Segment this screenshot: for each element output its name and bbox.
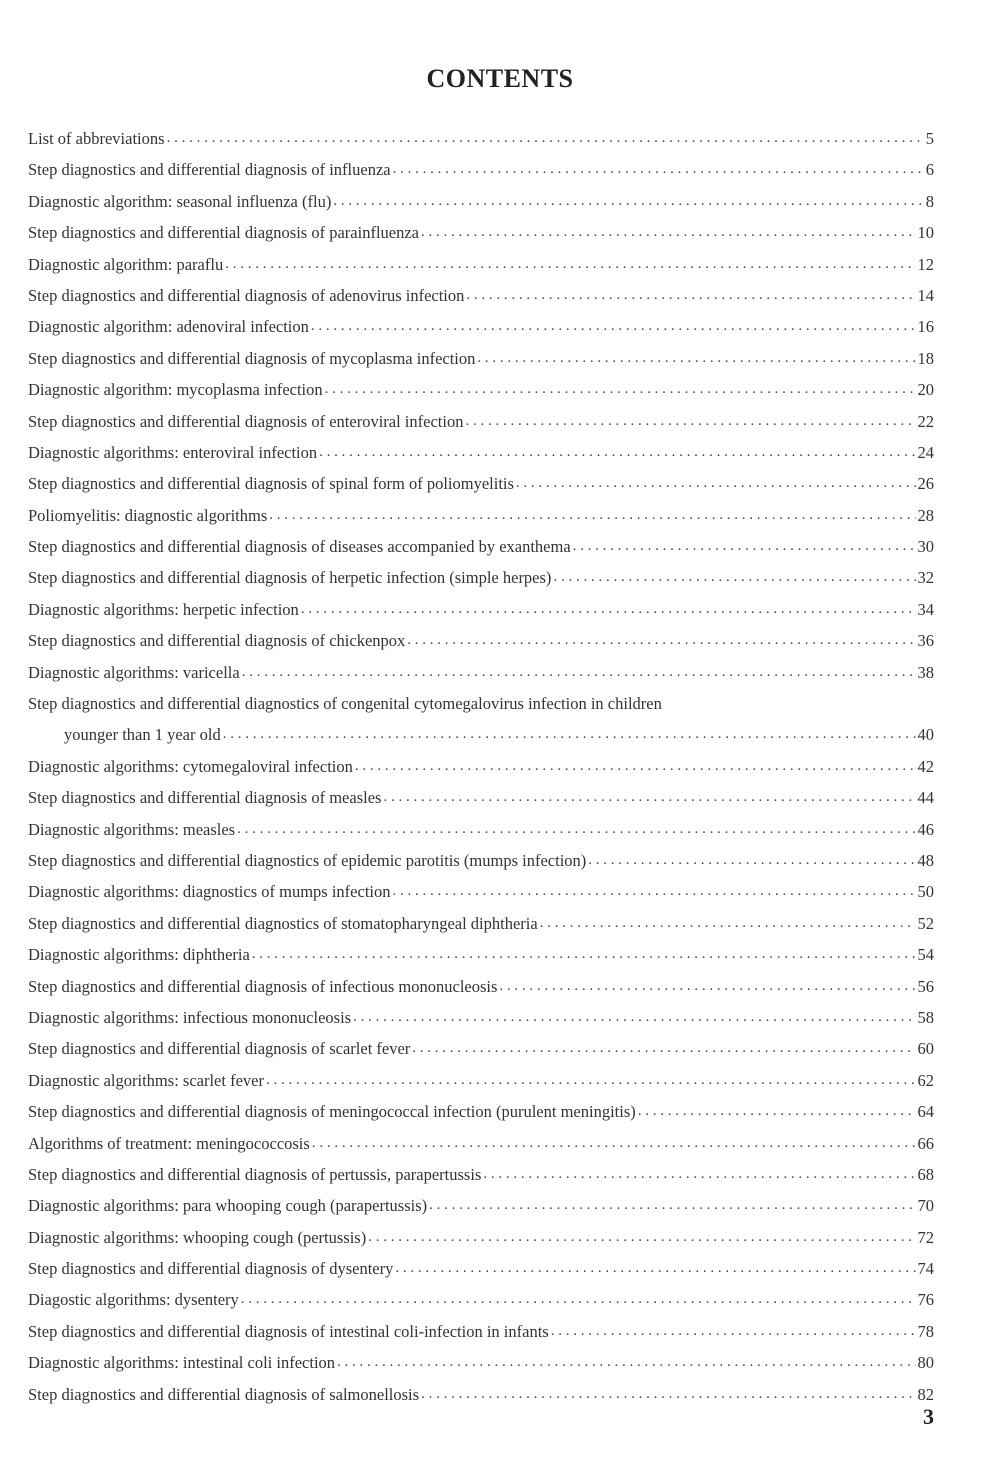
toc-entry-page: 72 <box>917 1227 934 1247</box>
toc-entry[interactable] <box>28 374 934 405</box>
toc-entry-page: 42 <box>917 756 934 776</box>
toc-entry[interactable] <box>28 657 934 688</box>
dot-leader <box>516 468 916 499</box>
dot-leader <box>252 939 916 970</box>
toc-entry[interactable] <box>28 343 934 374</box>
toc-entry-label: Diagnostic algorithms: herpetic infection <box>28 599 299 619</box>
toc-entry[interactable] <box>28 500 934 531</box>
toc-entry-label: Step diagnostics and differential diagnosis of diseases accompanied by exanthema <box>28 537 571 557</box>
toc-entry-page: 24 <box>917 442 934 462</box>
toc-entry-page: 38 <box>917 662 934 682</box>
toc-entry[interactable] <box>28 154 934 185</box>
toc-entry-page: 32 <box>917 568 934 588</box>
toc-entry[interactable] <box>28 406 934 437</box>
toc-entry-page: 22 <box>917 411 934 431</box>
dot-leader <box>638 1096 916 1127</box>
toc-entry-label: Step diagnostics and differential diagnostics of epidemic parotitis (mumps infection) <box>28 850 587 870</box>
dot-leader <box>588 845 915 876</box>
dot-leader <box>355 751 916 782</box>
dot-leader <box>225 249 915 280</box>
dot-leader <box>368 1222 915 1253</box>
toc-entry[interactable] <box>28 1159 934 1190</box>
toc-entry[interactable] <box>28 845 934 876</box>
dot-leader <box>353 1002 915 1033</box>
dot-leader <box>223 719 916 750</box>
toc-entry[interactable] <box>28 1284 934 1315</box>
toc-entry-page: 40 <box>917 725 934 745</box>
dot-leader <box>466 280 915 311</box>
toc-entry[interactable] <box>28 1065 934 1096</box>
toc-entry-label: Step diagnostics and differential diagnosis of influenza <box>28 160 391 180</box>
toc-entry-page: 68 <box>917 1164 934 1184</box>
dot-leader <box>553 562 915 593</box>
toc-entry-page: 76 <box>917 1290 934 1310</box>
toc-entry[interactable] <box>28 688 934 751</box>
toc-entry[interactable] <box>28 876 934 907</box>
dot-leader <box>421 217 916 248</box>
dot-leader <box>241 1284 916 1315</box>
toc-entry-label: List of abbreviations <box>28 128 165 148</box>
dot-leader <box>540 908 916 939</box>
table-of-contents <box>28 123 934 1410</box>
toc-entry[interactable] <box>28 437 934 468</box>
toc-entry[interactable] <box>28 939 934 970</box>
toc-entry-label: Step diagnostics and differential diagnostics of stomatopharyngeal diphtheria <box>28 913 538 933</box>
toc-entry-label: Algorithms of treatment: meningococcosis <box>28 1133 310 1153</box>
toc-entry-page: 28 <box>917 505 934 525</box>
dot-leader <box>393 876 916 907</box>
toc-entry-page: 70 <box>917 1196 934 1216</box>
toc-entry[interactable] <box>28 1128 934 1159</box>
dot-leader <box>412 1033 915 1064</box>
toc-entry-page: 60 <box>917 1039 934 1059</box>
dot-leader <box>395 1253 915 1284</box>
toc-entry[interactable] <box>28 280 934 311</box>
toc-entry-label: Diagostic algorithms: dysentery <box>28 1290 239 1310</box>
toc-entry-label: Step diagnostics and differential diagnosis of herpetic infection (simple herpes) <box>28 568 552 588</box>
toc-entry[interactable] <box>28 1379 934 1410</box>
toc-entry-page: 18 <box>917 348 934 368</box>
toc-entry[interactable] <box>28 1222 934 1253</box>
toc-entry[interactable] <box>28 782 934 813</box>
toc-entry[interactable] <box>28 1002 934 1033</box>
dot-leader <box>499 971 915 1002</box>
toc-entry-page: 26 <box>917 474 934 494</box>
toc-entry-label: Step diagnostics and differential diagnosis of pertussis, parapertussis <box>28 1164 482 1184</box>
toc-entry-page: 16 <box>917 317 934 337</box>
toc-entry[interactable] <box>28 971 934 1002</box>
toc-entry-page: 58 <box>917 1007 934 1027</box>
toc-entry-page: 80 <box>917 1353 934 1373</box>
toc-entry-page: 20 <box>917 380 934 400</box>
toc-entry-label: Diagnostic algorithms: cytomegaloviral infection <box>28 756 353 776</box>
toc-entry-label-continued: younger than 1 year old <box>64 725 221 745</box>
dot-leader <box>266 1065 916 1096</box>
dot-leader <box>383 782 915 813</box>
toc-entry-page: 34 <box>917 599 934 619</box>
toc-entry[interactable] <box>28 123 934 154</box>
dot-leader <box>167 123 924 154</box>
toc-entry[interactable] <box>28 468 934 499</box>
toc-entry-line2 <box>28 719 934 750</box>
toc-entry-label: Step diagnostics and differential diagnosis of mycoplasma infection <box>28 348 476 368</box>
dot-leader <box>333 186 923 217</box>
toc-entry-page: 44 <box>917 788 934 808</box>
toc-entry[interactable] <box>28 1190 934 1221</box>
toc-entry-page: 10 <box>917 223 934 243</box>
toc-entry-label: Step diagnostics and differential diagnosis of adenovirus infection <box>28 285 465 305</box>
toc-entry-label: Step diagnostics and differential diagnosis of spinal form of poliomyelitis <box>28 474 514 494</box>
toc-entry-page: 56 <box>917 976 934 996</box>
toc-entry-label: Step diagnostics and differential diagnosis of intestinal coli-infection in infants <box>28 1321 549 1341</box>
toc-entry[interactable] <box>28 562 934 593</box>
dot-leader <box>465 406 915 437</box>
toc-entry-label: Diagnostic algorithms: enteroviral infection <box>28 442 318 462</box>
dot-leader <box>269 500 915 531</box>
dot-leader <box>237 814 915 845</box>
toc-entry-page: 78 <box>917 1321 934 1341</box>
toc-entry-label: Poliomyelitis: diagnostic algorithms <box>28 505 268 525</box>
toc-entry-page: 12 <box>917 254 934 274</box>
toc-entry[interactable] <box>28 1096 934 1127</box>
toc-entry-label: Step diagnostics and differential diagnosis of salmonellosis <box>28 1384 420 1404</box>
dot-leader <box>429 1190 915 1221</box>
dot-leader <box>477 343 915 374</box>
toc-entry-label: Diagnostic algorithm: paraflu <box>28 254 224 274</box>
toc-entry-page: 54 <box>917 945 934 965</box>
toc-entry[interactable] <box>28 908 934 939</box>
toc-entry-label: Step diagnostics and differential diagnosis of meningococcal infection (purulent meningitis) <box>28 1102 636 1122</box>
toc-entry-label: Diagnostic algorithms: diagnostics of mumps infection <box>28 882 391 902</box>
toc-entry-label: Diagnostic algorithms: infectious mononucleosis <box>28 1007 352 1027</box>
toc-entry[interactable] <box>28 1316 934 1347</box>
dot-leader <box>312 1128 916 1159</box>
toc-entry[interactable] <box>28 594 934 625</box>
page-title: CONTENTS <box>426 64 574 93</box>
toc-entry-page: 36 <box>917 631 934 651</box>
toc-entry-page: 46 <box>917 819 934 839</box>
toc-entry-page: 74 <box>917 1259 934 1279</box>
toc-entry-page: 66 <box>917 1133 934 1153</box>
toc-entry-label: Diagnostic algorithms: whooping cough (pertussis) <box>28 1227 367 1247</box>
toc-entry-label: Diagnostic algorithms: varicella <box>28 662 240 682</box>
toc-entry[interactable] <box>28 1347 934 1378</box>
toc-entry[interactable] <box>28 311 934 342</box>
toc-entry-label: Diagnostic algorithms: measles <box>28 819 236 839</box>
dot-leader <box>337 1347 915 1378</box>
toc-entry-label: Step diagnostics and differential diagnosis of chickenpox <box>28 631 406 651</box>
toc-entry-page: 6 <box>925 160 934 180</box>
toc-entry[interactable] <box>28 1033 934 1064</box>
toc-entry[interactable] <box>28 814 934 845</box>
toc-entry-label: Step diagnostics and differential diagnosis of measles <box>28 788 382 808</box>
toc-entry-label: Step diagnostics and differential diagnostics of congenital cytomegalovirus infection in children <box>28 694 662 714</box>
toc-entry-page: 8 <box>925 191 934 211</box>
dot-leader <box>421 1379 915 1410</box>
toc-entry-label: Step diagnostics and differential diagnosis of parainfluenza <box>28 223 419 243</box>
toc-entry-label: Step diagnostics and differential diagnosis of scarlet fever <box>28 1039 411 1059</box>
toc-entry-label: Step diagnostics and differential diagnosis of infectious mononucleosis <box>28 976 498 996</box>
toc-entry-page: 62 <box>917 1070 934 1090</box>
toc-entry-label: Step diagnostics and differential diagnosis of enteroviral infection <box>28 411 464 431</box>
toc-entry-page: 52 <box>917 913 934 933</box>
dot-leader <box>301 594 916 625</box>
toc-entry-page: 30 <box>917 537 934 557</box>
toc-entry[interactable] <box>28 751 934 782</box>
dot-leader <box>393 154 924 185</box>
toc-entry-label: Diagnostic algorithm: seasonal influenza (flu) <box>28 191 332 211</box>
toc-entry[interactable] <box>28 217 934 248</box>
toc-entry[interactable] <box>28 186 934 217</box>
dot-leader <box>319 437 915 468</box>
toc-entry-label: Diagnostic algorithms: para whooping cough (parapertussis) <box>28 1196 428 1216</box>
dot-leader <box>407 625 915 656</box>
toc-entry-label: Diagnostic algorithms: scarlet fever <box>28 1070 264 1090</box>
toc-entry-page: 5 <box>925 128 934 148</box>
toc-entry-label: Step diagnostics and differential diagnosis of dysentery <box>28 1259 394 1279</box>
toc-entry[interactable] <box>28 249 934 280</box>
dot-leader <box>551 1316 916 1347</box>
dot-leader <box>311 311 916 342</box>
toc-entry-page: 48 <box>917 850 934 870</box>
dot-leader <box>242 657 916 688</box>
toc-entry[interactable] <box>28 625 934 656</box>
page-number: 3 <box>923 1404 934 1429</box>
toc-entry[interactable] <box>28 531 934 562</box>
toc-entry-label: Diagnostic algorithm: adenoviral infection <box>28 317 309 337</box>
dot-leader <box>325 374 916 405</box>
toc-entry-page: 14 <box>917 285 934 305</box>
toc-entry-page: 82 <box>917 1384 934 1404</box>
toc-entry-label: Diagnostic algorithm: mycoplasma infection <box>28 380 323 400</box>
toc-entry-page: 64 <box>917 1102 934 1122</box>
toc-entry-label: Diagnostic algorithms: intestinal coli infection <box>28 1353 336 1373</box>
toc-entry[interactable] <box>28 1253 934 1284</box>
toc-entry-page: 50 <box>917 882 934 902</box>
dot-leader <box>573 531 916 562</box>
toc-entry-label: Diagnostic algorithms: diphtheria <box>28 945 250 965</box>
dot-leader <box>483 1159 915 1190</box>
